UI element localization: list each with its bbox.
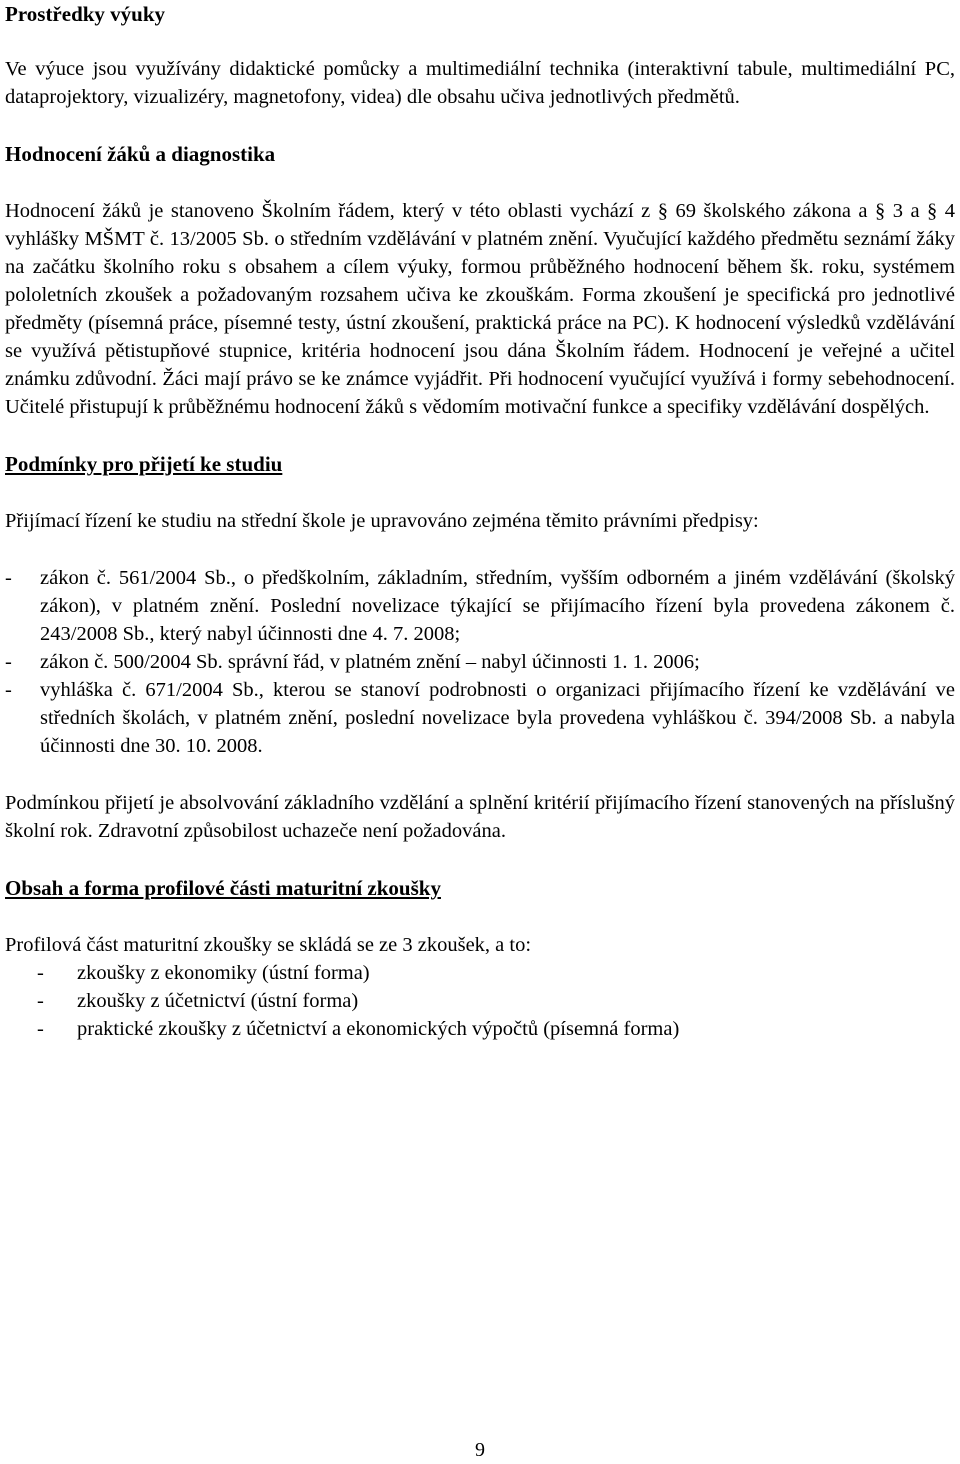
list-item-text: zkoušky z ekonomiky (ústní forma) <box>77 962 370 984</box>
paragraph-obsah-intro: Profilová část maturitní zkoušky se skládá se ze 3 zkoušek, a to: <box>5 934 532 956</box>
list-item-text: zákon č. 561/2004 Sb., o předškolním, základním, středním, vyšším odborném a jiném vzdělávání (školský zákon), v platném znění. Poslední novelizace týkající se přijímacího řízení byla provedena zákonem č. 243/2008 Sb., který nabyl účinnosti dne 4. 7. 2008; <box>40 567 955 645</box>
list-item-text: vyhláška č. 671/2004 Sb., kterou se stanoví podrobnosti o organizaci přijímacího řízení ke vzdělávání ve středních školách, v platném znění, poslední novelizace byla provedena vyhláškou č. 394/2008 Sb. a nabyla účinnosti dne 30. 10. 2008. <box>40 679 955 757</box>
list-marker: - <box>5 567 12 589</box>
paragraph-podminky-intro: Přijímací řízení ke studiu na střední škole je upravováno zejména těmito právními předpisy: <box>5 510 759 532</box>
list-item <box>5 676 955 760</box>
list-item <box>5 1015 955 1043</box>
list-marker: - <box>37 990 44 1012</box>
legal-list <box>5 564 955 760</box>
paragraph-prostredky: Ve výuce jsou využívány didaktické pomůcky a multimediální technika (interaktivní tabule, multimediální PC, dataprojektory, vizualizéry, magnetofony, videa) dle obsahu učiva jednotlivých předmětů. <box>5 58 955 108</box>
list-item <box>5 648 955 676</box>
section-heading-hodnoceni: Hodnocení žáků a diagnostika <box>5 142 276 166</box>
section-heading-obsah: Obsah a forma profilové části maturitní zkoušky <box>5 876 441 900</box>
paragraph-podminky-closing: Podmínkou přijetí je absolvování základního vzdělání a splnění kritérií přijímacího řízení stanovených na příslušný školní rok. Zdravotní způsobilost uchazeče není požadována. <box>5 792 955 842</box>
list-marker: - <box>5 679 12 701</box>
section-heading-prostredky: Prostředky výuky <box>5 2 166 26</box>
document-page <box>5 0 955 1043</box>
list-item <box>5 959 955 987</box>
list-item-text: zkoušky z účetnictví (ústní forma) <box>77 990 359 1012</box>
exam-list <box>5 959 955 1043</box>
section-heading-podminky: Podmínky pro přijetí ke studiu <box>5 452 283 476</box>
list-marker: - <box>37 1018 44 1040</box>
list-item <box>5 987 955 1015</box>
list-marker: - <box>37 962 44 984</box>
list-marker: - <box>5 651 12 673</box>
list-item-text: praktické zkoušky z účetnictví a ekonomických výpočtů (písemná forma) <box>77 1018 680 1040</box>
list-item-text: zákon č. 500/2004 Sb. správní řád, v platném znění – nabyl účinnosti 1. 1. 2006; <box>40 651 700 673</box>
list-item <box>5 564 955 648</box>
page-number: 9 <box>475 1439 485 1461</box>
paragraph-hodnoceni: Hodnocení žáků je stanoveno Školním řádem, který v této oblasti vychází z § 69 školského zákona a § 3 a § 4 vyhlášky MŠMT č. 13/2005 Sb. o středním vzdělávání v platném znění. Vyučující každého předmětu seznámí žáky na začátku školního roku s obsahem a cílem výuky, formou průběžného hodnocení během šk. roku, systémem pololetních zkoušek a požadovaným rozsahem učiva ke zkouškám. Forma zkoušení je specifická pro jednotlivé předměty (písemná práce, písemné testy, ústní zkoušení, praktická práce na PC). K hodnocení výsledků vzdělávání se využívá pětistupňové stupnice, kritéria hodnocení jsou dána Školním řádem. Hodnocení je veřejné a učitel známku zdůvodní. Žáci mají právo se ke známce vyjádřit. Při hodnocení vyučující využívá i formy sebehodnocení. Učitelé přistupují k průběžnému hodnocení žáků s vědomím motivační funkce a specifiky vzdělávání dospělých. <box>5 200 955 418</box>
